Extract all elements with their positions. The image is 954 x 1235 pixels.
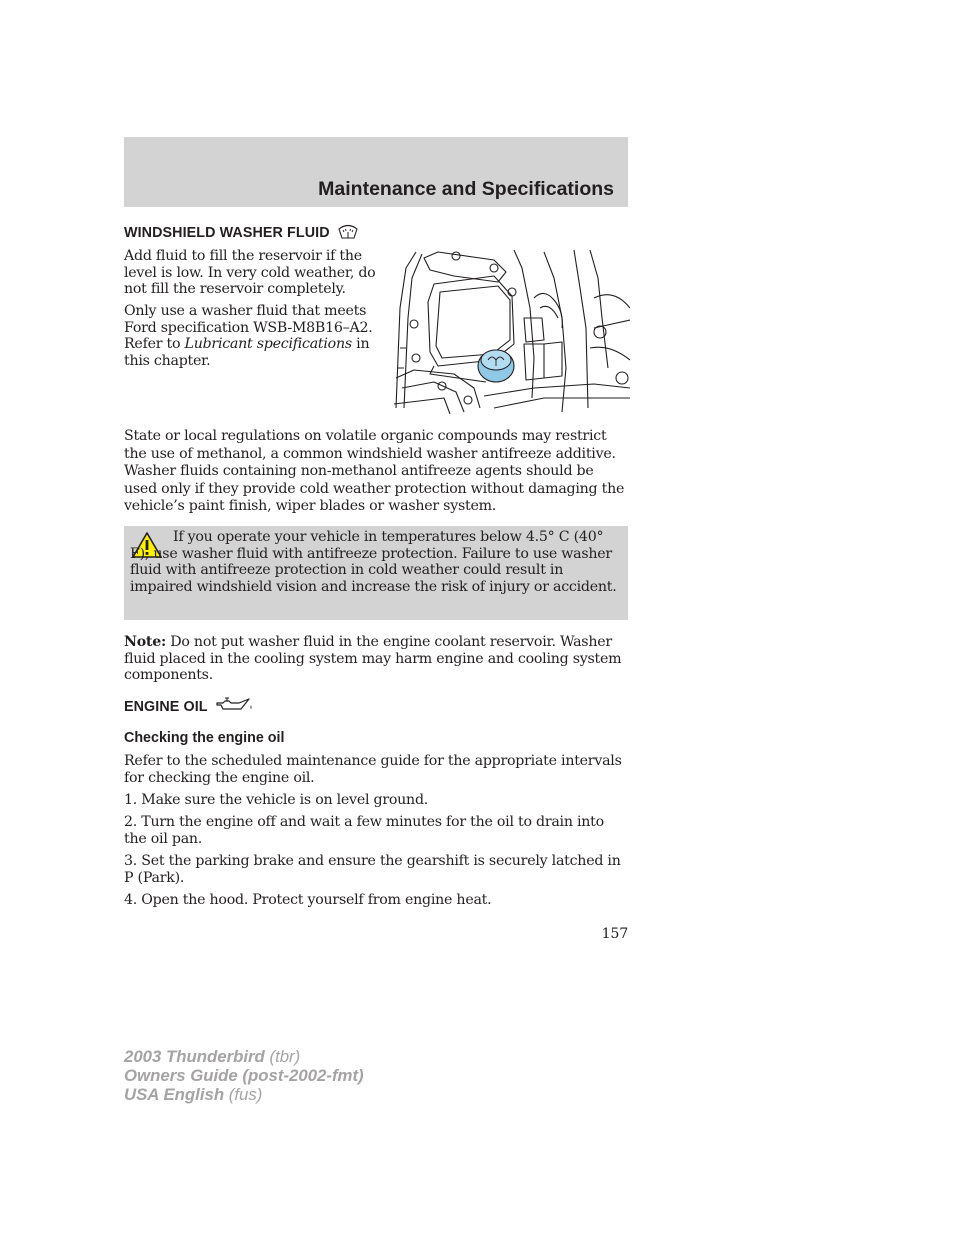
oil-step-1: 1. Make sure the vehicle is on level ground. <box>124 792 429 808</box>
washer-para-2-prefix: Only use a washer fluid that meets Ford specification WSB-M8B16–A2. Refer to <box>124 303 373 352</box>
oil-step-4: 4. Open the hood. Protect yourself from engine heat. <box>124 892 492 908</box>
footer-line-2: Owners Guide (post-2002-fmt) <box>124 1066 364 1085</box>
washer-para-2-suffix: in this chapter. <box>124 336 370 369</box>
oil-step-2: 2. Turn the engine off and wait a few minutes for the oil to drain into the oil pan. <box>124 814 604 847</box>
footer-model: 2003 Thunderbird <box>124 1047 265 1066</box>
oil-step-3: 3. Set the parking brake and ensure the gearshift is securely latched in P (Park). <box>124 853 621 886</box>
subheading-checking-oil: Checking the engine oil <box>124 730 285 746</box>
lubricant-spec-reference: Lubricant specifications <box>184 336 352 352</box>
chapter-header-band <box>124 137 628 207</box>
warning-box <box>124 526 628 620</box>
document-footer <box>124 1047 364 1104</box>
warning-text <box>130 529 622 595</box>
washer-para-3: State or local regulations on volatile organic compounds may restrict the use of methanol, a common windshield washer antifreeze additive. Washer fluids containing non-methanol antifreeze agents should be used only if they provide cold weather protection without damaging the vehicle’s paint finish, wiper blades or washer system. <box>124 428 625 514</box>
note-label: Note: <box>124 634 166 650</box>
windshield-washer-icon <box>337 222 359 240</box>
engine-compartment-washer-reservoir-illustration <box>394 248 630 414</box>
engine-oil-heading-text: ENGINE OIL <box>124 699 208 715</box>
footer-language: USA English <box>124 1085 225 1104</box>
footer-line-1 <box>124 1047 364 1066</box>
section-heading-engine-oil <box>124 697 255 715</box>
oil-can-icon <box>215 697 255 713</box>
section-heading-washer <box>124 222 359 241</box>
note-text: Do not put washer fluid in the engine coolant reservoir. Washer fluid placed in the cooling system may harm engine and cooling system components. <box>124 634 622 683</box>
footer-language-code: (fus) <box>224 1085 263 1104</box>
footer-model-code: (tbr) <box>264 1047 301 1066</box>
warning-text-body: If you operate your vehicle in temperatures below 4.5° C (40° F), use washer fluid with antifreeze protection. Failure to use washer fluid with antifreeze protection in cold weather could result in impaired windshield vision and increase the risk of injury or accident. <box>130 529 617 595</box>
washer-para-2 <box>124 303 376 369</box>
note-paragraph <box>124 634 630 684</box>
washer-para-1: Add fluid to fill the reservoir if the level is low. In very cold weather, do not fill the reservoir completely. <box>124 248 376 297</box>
footer-line-3 <box>124 1085 364 1104</box>
oil-intro: Refer to the scheduled maintenance guide for the appropriate intervals for checking the engine oil. <box>124 753 622 786</box>
page-number: 157 <box>601 926 628 942</box>
chapter-title: Maintenance and Specifications <box>318 178 614 200</box>
washer-heading-text: WINDSHIELD WASHER FLUID <box>124 225 330 241</box>
